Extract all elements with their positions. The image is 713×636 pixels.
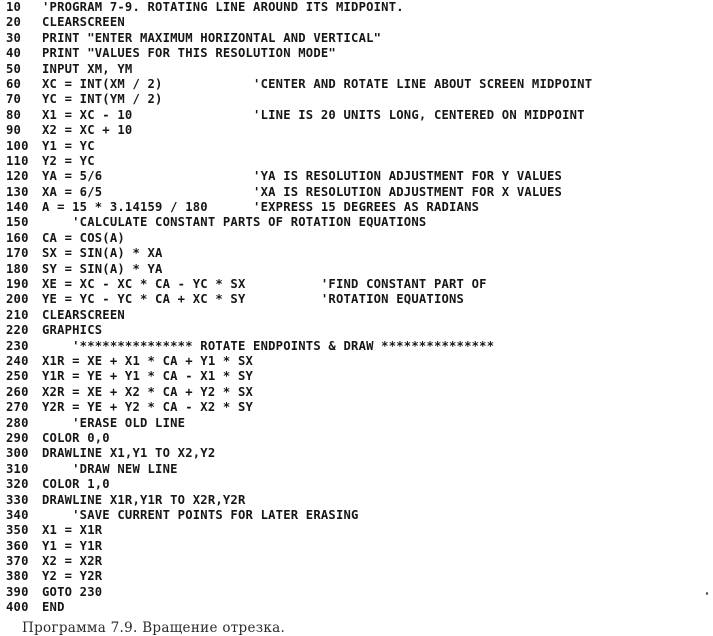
line-number: 330 <box>6 492 29 507</box>
code-text: YE = YC - YC * CA + XC * SY 'ROTATION EQUATIONS <box>42 292 465 307</box>
code-text: X2 = X2R <box>42 554 103 569</box>
code-line <box>6 169 713 184</box>
line-number: 270 <box>6 400 29 415</box>
code-line <box>6 154 713 169</box>
code-text: Y1 = Y1R <box>42 538 103 553</box>
code-line <box>6 231 713 246</box>
code-text: PRINT "VALUES FOR THIS RESOLUTION MODE" <box>42 46 336 61</box>
line-number: 50 <box>6 61 22 76</box>
line-number: 320 <box>6 477 29 492</box>
code-text: 'DRAW NEW LINE <box>42 461 178 476</box>
code-text: END <box>42 600 65 615</box>
line-number: 390 <box>6 584 29 599</box>
code-line <box>6 0 713 15</box>
line-number: 300 <box>6 446 29 461</box>
code-line <box>6 200 713 215</box>
code-line <box>6 292 713 307</box>
line-number: 340 <box>6 507 29 522</box>
code-text: XC = INT(XM / 2) 'CENTER AND ROTATE LINE ABOUT SCREEN MIDPOINT <box>42 76 593 91</box>
code-line <box>6 15 713 30</box>
line-number: 230 <box>6 338 29 353</box>
code-text: Y2 = Y2R <box>42 569 103 584</box>
code-text: X2 = XC + 10 <box>42 123 133 138</box>
line-number: 380 <box>6 569 29 584</box>
code-line <box>6 431 713 446</box>
code-line <box>6 262 713 277</box>
code-line <box>6 31 713 46</box>
code-line <box>6 354 713 369</box>
code-text: XE = XC - XC * CA - YC * SX 'FIND CONSTANT PART OF <box>42 277 487 292</box>
line-number: 10 <box>6 0 22 14</box>
line-number: 20 <box>6 15 22 30</box>
code-text: X1R = XE + X1 * CA + Y1 * SX <box>42 353 254 368</box>
code-line <box>6 92 713 107</box>
code-text: DRAWLINE X1R,Y1R TO X2R,Y2R <box>42 492 246 507</box>
code-text: YC = INT(YM / 2) <box>42 92 163 107</box>
code-text: XA = 6/5 'XA IS RESOLUTION ADJUSTMENT FOR X VALUES <box>42 184 563 199</box>
code-text: Y2 = YC <box>42 153 95 168</box>
code-line <box>6 62 713 77</box>
line-number: 210 <box>6 307 29 322</box>
code-text: PRINT "ENTER MAXIMUM HORIZONTAL AND VERTICAL" <box>42 30 382 45</box>
line-number: 400 <box>6 600 29 615</box>
code-text: CLEARSCREEN <box>42 15 125 30</box>
code-text: INPUT XM, YM <box>42 61 133 76</box>
code-line <box>6 446 713 461</box>
code-text: COLOR 1,0 <box>42 477 110 492</box>
line-number: 150 <box>6 215 29 230</box>
code-line <box>6 477 713 492</box>
code-line <box>6 369 713 384</box>
line-number: 200 <box>6 292 29 307</box>
program-listing <box>6 0 713 616</box>
code-line <box>6 385 713 400</box>
line-number: 30 <box>6 30 22 45</box>
line-number: 40 <box>6 46 22 61</box>
line-number: 140 <box>6 200 29 215</box>
code-line <box>6 323 713 338</box>
line-number: 60 <box>6 76 22 91</box>
line-number: 310 <box>6 461 29 476</box>
code-text: CLEARSCREEN <box>42 307 125 322</box>
code-text: Y2R = YE + Y2 * CA - X2 * SY <box>42 400 254 415</box>
code-line <box>6 416 713 431</box>
code-line <box>6 46 713 61</box>
code-line <box>6 508 713 523</box>
line-number: 220 <box>6 323 29 338</box>
code-line <box>6 77 713 92</box>
code-text: X1 = XC - 10 'LINE IS 20 UNITS LONG, CENTERED ON MIDPOINT <box>42 107 585 122</box>
code-line <box>6 585 713 600</box>
code-text: SX = SIN(A) * XA <box>42 246 163 261</box>
line-number: 70 <box>6 92 22 107</box>
line-number: 260 <box>6 384 29 399</box>
line-number: 120 <box>6 169 29 184</box>
code-text: COLOR 0,0 <box>42 430 110 445</box>
code-line <box>6 215 713 230</box>
print-speck <box>706 592 708 595</box>
code-text: GRAPHICS <box>42 323 103 338</box>
line-number: 290 <box>6 430 29 445</box>
code-line <box>6 139 713 154</box>
code-text: DRAWLINE X1,Y1 TO X2,Y2 <box>42 446 216 461</box>
code-line <box>6 339 713 354</box>
code-line <box>6 246 713 261</box>
code-text: A = 15 * 3.14159 / 180 'EXPRESS 15 DEGREES AS RADIANS <box>42 200 480 215</box>
code-text: 'CALCULATE CONSTANT PARTS OF ROTATION EQUATIONS <box>42 215 427 230</box>
code-line <box>6 554 713 569</box>
code-text: GOTO 230 <box>42 584 103 599</box>
line-number: 280 <box>6 415 29 430</box>
line-number: 190 <box>6 277 29 292</box>
line-number: 240 <box>6 353 29 368</box>
code-line <box>6 185 713 200</box>
code-line <box>6 493 713 508</box>
code-text: YA = 5/6 'YA IS RESOLUTION ADJUSTMENT FOR Y VALUES <box>42 169 563 184</box>
figure-caption: Программа 7.9. Вращение отрезка. <box>22 620 286 636</box>
code-text: Y1R = YE + Y1 * CA - X1 * SY <box>42 369 254 384</box>
code-text: 'PROGRAM 7-9. ROTATING LINE AROUND ITS MIDPOINT. <box>42 0 404 14</box>
line-number: 170 <box>6 246 29 261</box>
line-number: 130 <box>6 184 29 199</box>
code-line <box>6 600 713 615</box>
code-line <box>6 539 713 554</box>
code-line <box>6 108 713 123</box>
line-number: 160 <box>6 230 29 245</box>
line-number: 180 <box>6 261 29 276</box>
code-text: 'SAVE CURRENT POINTS FOR LATER ERASING <box>42 507 359 522</box>
line-number: 100 <box>6 138 29 153</box>
code-text: X1 = X1R <box>42 523 103 538</box>
code-line <box>6 462 713 477</box>
code-text: 'ERASE OLD LINE <box>42 415 186 430</box>
line-number: 90 <box>6 123 22 138</box>
code-text: '*************** ROTATE ENDPOINTS & DRAW *************** <box>42 338 495 353</box>
code-line <box>6 277 713 292</box>
code-text: Y1 = YC <box>42 138 95 153</box>
line-number: 80 <box>6 107 22 122</box>
line-number: 370 <box>6 554 29 569</box>
code-line <box>6 400 713 415</box>
code-text: SY = SIN(A) * YA <box>42 261 163 276</box>
code-line <box>6 523 713 538</box>
code-line <box>6 123 713 138</box>
line-number: 350 <box>6 523 29 538</box>
line-number: 360 <box>6 538 29 553</box>
code-line <box>6 569 713 584</box>
code-text: CA = COS(A) <box>42 230 125 245</box>
code-line <box>6 308 713 323</box>
line-number: 250 <box>6 369 29 384</box>
code-text: X2R = XE + X2 * CA + Y2 * SX <box>42 384 254 399</box>
line-number: 110 <box>6 153 29 168</box>
